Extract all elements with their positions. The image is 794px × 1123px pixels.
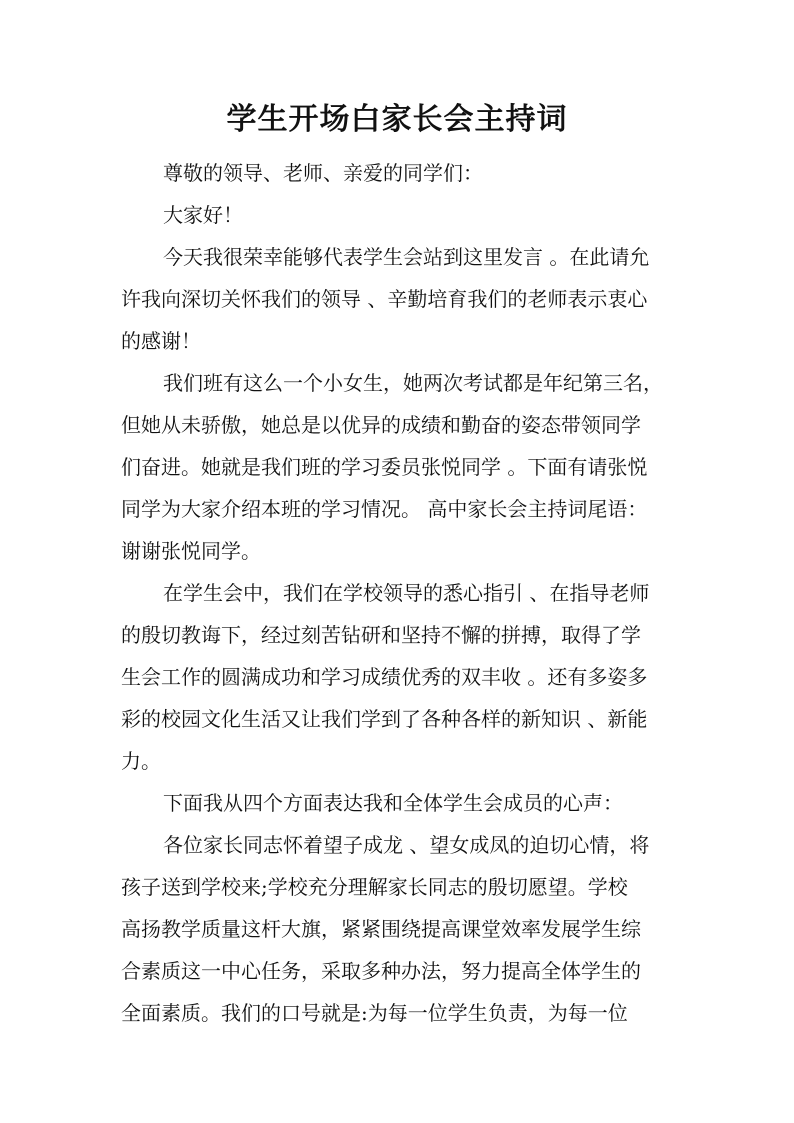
text-line: 今天我很荣幸能够代表学生会站到这里发言 。在此请允 [163, 245, 650, 269]
text-line: 我们班有这么一个小女生，她两次考试都是年纪第三名， [163, 371, 663, 395]
text-line: 生会工作的圆满成功和学习成绩优秀的双丰收 。还有多姿多 [121, 665, 648, 689]
text-line: 但她从未骄傲，她总是以优异的成绩和勤奋的姿态带领同学 [121, 413, 641, 437]
text-line: 大家好！ [163, 203, 243, 227]
document-title: 学生开场白家长会主持词 [226, 102, 568, 137]
text-line: 孩子送到学校来;学校充分理解家长同志的殷切愿望。学校 [121, 875, 628, 899]
text-line: 下面我从四个方面表达我和全体学生会成员的心声： [163, 791, 623, 815]
text-line: 力。 [121, 749, 161, 773]
text-line: 尊敬的领导、老师、亲爱的同学们： [163, 161, 483, 185]
text-line: 在学生会中，我们在学校领导的悉心指引 、在指导老师 [163, 581, 650, 605]
text-line: 谢谢张悦同学。 [121, 539, 261, 563]
text-line: 合素质这一中心任务，采取多种办法，努力提高全体学生的 [121, 959, 641, 983]
text-line: 许我向深切关怀我们的领导 、辛勤培育我们的老师表示衷心 [121, 287, 648, 311]
text-line: 彩的校园文化生活又让我们学到了各种各样的新知识 、新能 [121, 707, 648, 731]
text-line: 同学为大家介绍本班的学习情况。 高中家长会主持词尾语： [121, 497, 648, 521]
text-line: 全面素质。我们的口号就是:为每一位学生负责，为每一位 [121, 1001, 628, 1025]
text-line: 的殷切教诲下，经过刻苦钻研和坚持不懈的拼搏，取得了学 [121, 623, 641, 647]
text-line: 高扬教学质量这杆大旗，紧紧围绕提高课堂效率发展学生综 [121, 917, 641, 941]
text-line: 各位家长同志怀着望子成龙 、望女成凤的迫切心情，将 [163, 833, 650, 857]
text-line: 们奋进。她就是我们班的学习委员张悦同学 。下面有请张悦 [121, 455, 648, 479]
document-body [121, 152, 681, 1034]
text-line: 的感谢！ [121, 329, 201, 353]
